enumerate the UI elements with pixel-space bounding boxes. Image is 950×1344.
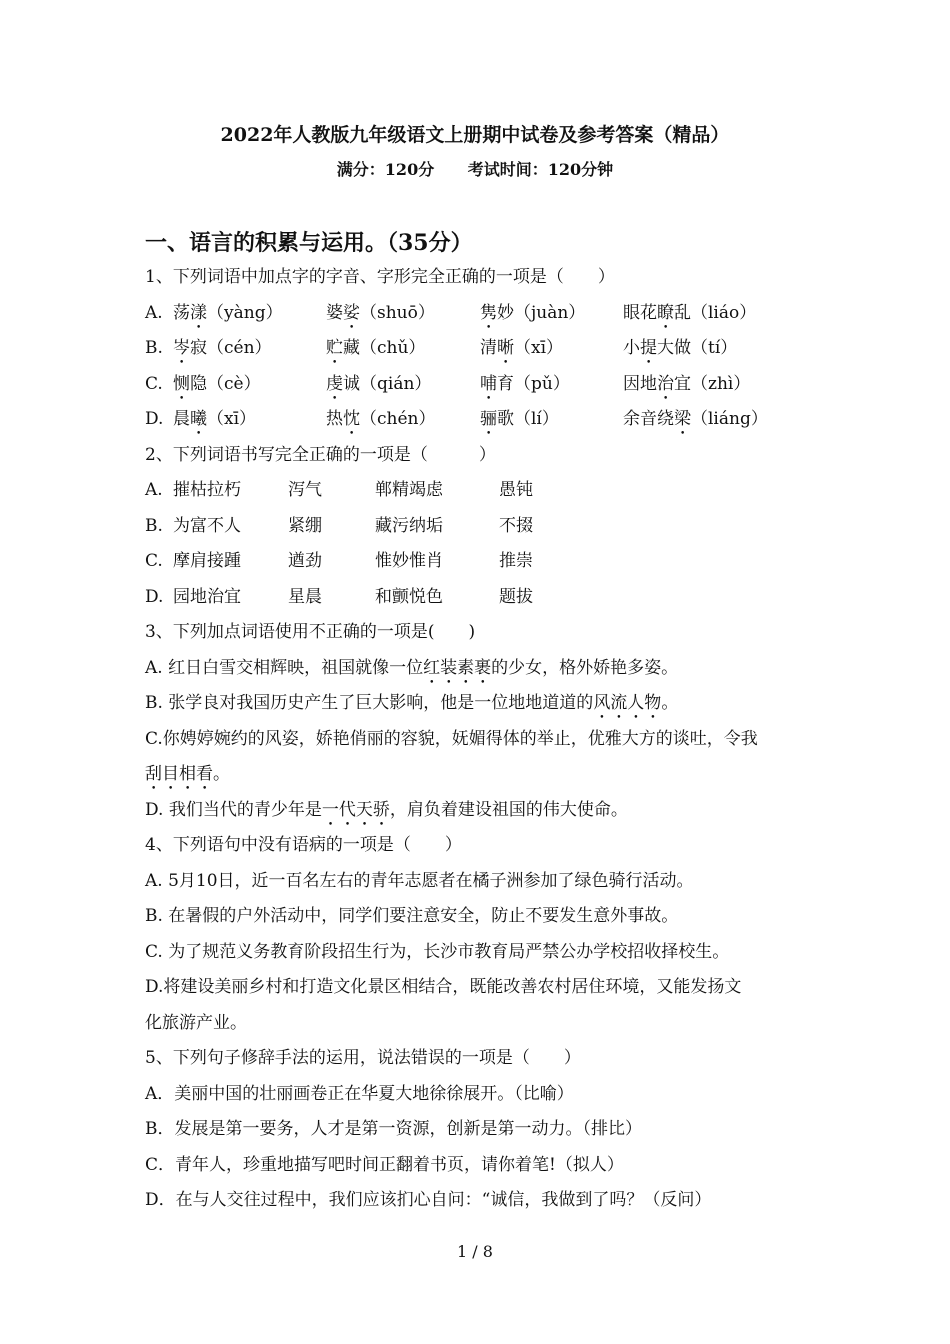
text-segment: 育（pǔ） — [497, 373, 570, 394]
option-word — [375, 544, 443, 580]
text-segment: ，肩负着建设祖国的伟大使命。 — [389, 799, 628, 820]
option-word — [623, 367, 750, 404]
option-word — [173, 473, 241, 509]
option-label: D. — [145, 409, 164, 429]
option-word — [288, 580, 322, 616]
option-word — [326, 402, 435, 439]
option-word — [173, 509, 241, 545]
text-segment: 小 — [623, 338, 640, 358]
answer-option — [145, 509, 825, 545]
emphasized-text: 虔 — [326, 373, 343, 394]
emphasized-text: 晰 — [497, 338, 514, 358]
answer-option — [145, 544, 825, 580]
emphasized-text: 忱 — [343, 409, 360, 429]
exam-info — [0, 157, 950, 180]
text-segment: （shuō） — [360, 302, 435, 323]
option-word — [173, 331, 272, 368]
text-segment: D．在与人交往过程中，我们应该扪心自问：“诚信，我做到了吗？（反问） — [145, 1190, 712, 1210]
answer-line — [145, 864, 825, 900]
text-segment: （yàng） — [207, 302, 283, 323]
text-segment: 宜（zhì） — [674, 373, 751, 394]
text-segment: 。 — [661, 693, 679, 713]
text-segment: 大做（tí） — [657, 338, 738, 358]
emphasized-text: 梁 — [674, 409, 691, 429]
option-word — [288, 544, 322, 580]
question-list — [145, 260, 825, 1219]
text-segment: （xī） — [514, 338, 564, 358]
answer-option — [145, 473, 825, 509]
text-segment: 题拔 — [499, 586, 533, 607]
full-score: 满分：120分 — [336, 160, 435, 179]
emphasized-text: 刮目相看 — [145, 764, 213, 784]
text-segment: 乱（liáo） — [674, 302, 757, 323]
emphasized-text: 贮 — [326, 338, 343, 358]
answer-line — [145, 686, 825, 722]
text-segment: 寂（cén） — [190, 338, 272, 358]
option-word — [173, 402, 256, 439]
text-segment: 隐（cè） — [190, 373, 261, 394]
text-segment: 。 — [213, 764, 230, 784]
text-segment: B. 在暑假的户外活动中，同学们要注意安全，防止不要发生意外事故。 — [145, 906, 679, 926]
text-segment: 婆 — [326, 302, 343, 323]
text-segment: 的少女，格外娇艳多姿。 — [491, 657, 679, 678]
option-label: D. — [145, 586, 164, 607]
question-stem: 4、下列语句中没有语病的一项是（ ） — [145, 835, 462, 855]
option-word — [480, 402, 559, 439]
text-segment: 因地 — [623, 373, 657, 394]
option-word — [480, 296, 585, 333]
answer-option — [145, 367, 825, 403]
text-segment: 为富不人 — [173, 515, 241, 536]
text-segment: 泻气 — [288, 480, 322, 500]
text-segment: A．美丽中国的壮丽画卷正在华夏大地徐徐展开。（比喻） — [145, 1083, 574, 1104]
text-segment: C．青年人，珍重地描写吧时间正翻着书页，请你着笔!（拟人） — [145, 1154, 624, 1175]
emphasized-text: 提 — [640, 338, 657, 358]
option-label: A. — [145, 480, 163, 500]
text-segment: 郸精竭虑 — [375, 480, 443, 500]
text-segment: 荡 — [173, 302, 190, 323]
text-segment: 遒劲 — [288, 551, 322, 571]
text-segment: 藏（chǔ） — [343, 338, 426, 358]
text-segment: A. 5月10日，近一百名左右的青年志愿者在橘子洲参加了绿色骑行活动。 — [145, 870, 694, 891]
answer-option — [145, 402, 825, 438]
text-segment: 妙（juàn） — [497, 302, 586, 323]
option-word — [623, 296, 756, 333]
text-segment: A. 红日白雪交相辉映，祖国就像一位 — [145, 657, 424, 678]
text-segment: 紧绷 — [288, 515, 322, 536]
text-segment: 摧枯拉朽 — [173, 480, 241, 500]
text-segment: 热 — [326, 409, 343, 429]
text-segment: 歌（lí） — [497, 409, 559, 429]
text-segment: 眼花 — [623, 302, 657, 323]
answer-line — [145, 1183, 825, 1219]
text-segment: D.将建设美丽乡村和打造文化景区相结合，既能改善农村居住环境，又能发扬文 — [145, 977, 742, 997]
option-word — [288, 509, 322, 545]
option-word — [480, 331, 563, 368]
emphasized-text: 一代天骄 — [321, 799, 390, 820]
answer-line — [145, 1112, 825, 1148]
answer-line — [145, 935, 825, 971]
exam-time: 考试时间：120分钟 — [467, 160, 614, 179]
option-word — [173, 367, 261, 404]
answer-line — [145, 722, 825, 758]
option-label: A. — [145, 302, 163, 323]
text-segment: 推崇 — [499, 551, 533, 571]
emphasized-text: 漾 — [190, 302, 207, 323]
question-stem: 2、下列词语书写完全正确的一项是（ ） — [145, 444, 496, 465]
option-word — [375, 580, 443, 616]
option-word — [375, 509, 443, 545]
emphasized-text: 曦 — [190, 409, 207, 429]
option-word — [623, 402, 768, 439]
text-segment: （liáng） — [691, 409, 768, 429]
text-segment: 惟妙惟肖 — [375, 551, 443, 571]
text-segment: 园地治宜 — [173, 586, 241, 607]
answer-option — [145, 580, 825, 616]
question-stem: 3、下列加点词语使用不正确的一项是( ) — [145, 622, 476, 642]
answer-line — [145, 1148, 825, 1184]
answer-line — [145, 757, 825, 793]
option-word — [326, 367, 431, 404]
answer-line — [145, 1006, 825, 1042]
question-stem: 5、下列句子修辞手法的运用，说法错误的一项是（ ） — [145, 1048, 581, 1068]
emphasized-text: 瞭 — [657, 302, 674, 323]
option-word — [326, 331, 425, 368]
option-word — [499, 544, 533, 580]
text-segment: B．发展是第一要务，人才是第一资源，创新是第一动力。（排比） — [145, 1119, 642, 1139]
section-heading: 一、语言的积累与运用。（35分） — [145, 230, 473, 256]
text-segment: 和颤悦色 — [375, 586, 443, 607]
answer-option — [145, 331, 825, 367]
text-segment: D. 我们当代的青少年是 — [145, 799, 322, 820]
option-word — [499, 473, 533, 509]
text-segment: 化旅游产业。 — [145, 1012, 247, 1033]
text-segment: C.你娉婷婉约的风姿，娇艳俏丽的容貌，妩媚得体的举止，优雅大方的谈吐，令我 — [145, 728, 758, 749]
text-segment: 摩肩接踵 — [173, 551, 241, 571]
question-stem: 1、下列词语中加点字的字音、字形完全正确的一项是（ ） — [145, 267, 615, 287]
text-segment: 晨 — [173, 409, 190, 429]
text-segment: （xī） — [207, 409, 257, 429]
option-word — [375, 473, 443, 509]
option-word — [288, 473, 322, 509]
emphasized-text: 骊 — [480, 409, 497, 429]
option-word — [499, 580, 533, 616]
option-word — [173, 544, 241, 580]
text-segment: 愚钝 — [499, 480, 533, 500]
document-title: 2022年人教版九年级语文上册期中试卷及参考答案（精品） — [220, 124, 730, 146]
option-label: C. — [145, 551, 163, 571]
option-word — [623, 331, 737, 368]
option-label: B. — [145, 515, 163, 536]
answer-option — [145, 296, 825, 332]
option-word — [173, 580, 241, 616]
option-word — [173, 296, 283, 333]
text-segment: 藏污纳垢 — [375, 515, 443, 536]
page-number: 1 / 8 — [457, 1242, 493, 1261]
text-segment: C. 为了规范义务教育阶段招生行为，长沙市教育局严禁公办学校招收择校生。 — [145, 941, 730, 962]
option-word — [499, 509, 533, 545]
emphasized-text: 岑 — [173, 338, 190, 358]
option-word — [326, 296, 435, 333]
emphasized-text: 风流人物 — [593, 693, 662, 713]
text-segment: 不掇 — [499, 515, 533, 536]
option-label: C. — [145, 373, 163, 394]
text-segment: 余音绕 — [623, 409, 674, 429]
text-segment: （chén） — [360, 409, 436, 429]
emphasized-text: 治 — [657, 373, 674, 394]
emphasized-text: 哺 — [480, 373, 497, 394]
answer-line — [145, 793, 825, 829]
option-word — [480, 367, 570, 404]
emphasized-text: 红装素裹 — [423, 657, 492, 678]
answer-line — [145, 899, 825, 935]
text-segment: B. 张学良对我国历史产生了巨大影响，他是一位地地道道的 — [145, 693, 594, 713]
text-segment: 诚（qián） — [343, 373, 432, 394]
answer-line — [145, 651, 825, 687]
emphasized-text: 娑 — [343, 302, 360, 323]
option-label: B. — [145, 338, 163, 358]
emphasized-text: 隽 — [480, 302, 497, 323]
emphasized-text: 恻 — [173, 373, 190, 394]
answer-line — [145, 1077, 825, 1113]
text-segment: 星晨 — [288, 586, 322, 607]
text-segment: 清 — [480, 338, 497, 358]
answer-line — [145, 970, 825, 1006]
